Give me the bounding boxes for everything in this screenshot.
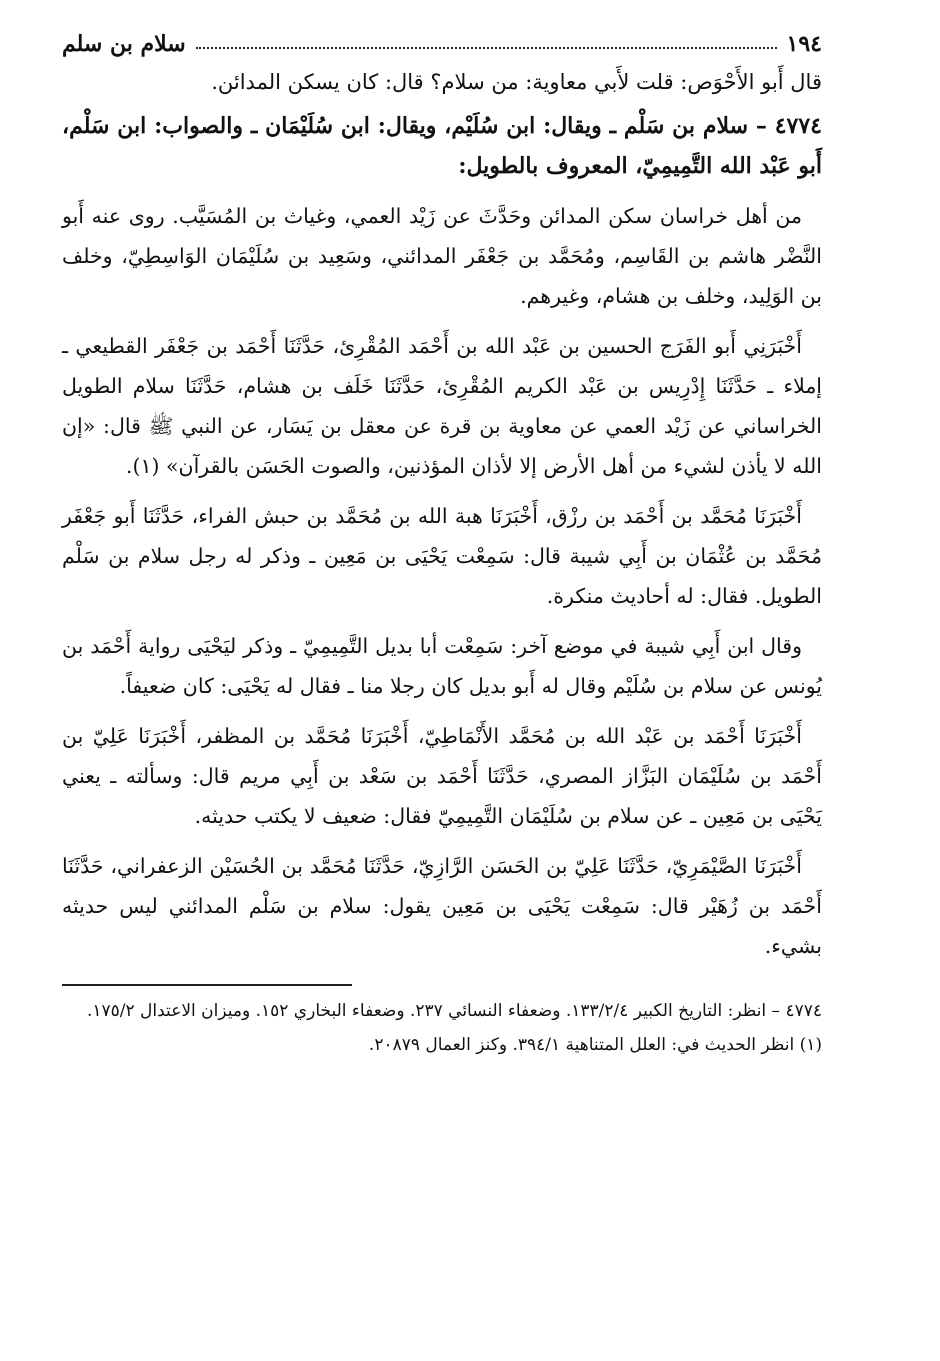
paragraph-1: من أهل خراسان سكن المدائن وحَدَّثَ عن زَيْد العمي، وغياث بن المُسَيَّب. روى عنه أَبو النَّضْر هاشم بن القَاسِم، ومُحَمَّد بن جَعْفَر المدائني، وسَعِيد بن سُلَيْمَان الوَاسِطِيّ، وخلف بن الوَلِيد، وخلف بن هشام، وغيرهم. xyxy=(62,204,822,308)
page-header xyxy=(62,24,822,64)
intro-line: قال أَبو الأَحْوَص: قلت لأَبي معاوية: من سلام؟ قال: كان يسكن المدائن. xyxy=(211,70,822,94)
paragraph-2: أَخْبَرَنِي أَبو الفَرَج الحسين بن عَبْد الله بن أَحْمَد المُقْرِئ، حَدَّثَنَا أَحْمَد بن جَعْفَر القطيعي ـ إملاء ـ حَدَّثَنَا إِدْرِيس بن عَبْد الكريم المُقْرِئ، حَدَّثَنَا خَلَف بن هشام، حَدَّثَنَا سلام الطويل الخراساني عن زَيْد العمي عن معاوية بن قرة عن معقل بن يَسَار، عن النبي ﷺ قال: «إن الله لا يأذن لشيء من أهل الأرض إلا لأذان المؤذنين، والصوت الحَسَن بالقرآن» (١). xyxy=(62,334,822,478)
paragraph-3: أَخْبَرَنَا مُحَمَّد بن أَحْمَد بن رزْق، أَخْبَرَنَا هبة الله بن مُحَمَّد بن حبش الفراء، حَدَّثَنَا أَبو جَعْفَر مُحَمَّد بن عُثْمَان بن أَبِي شيبة قال: سَمِعْت يَحْيَى بن مَعِين ـ وذكر له رجل سلام بن سَلْم الطويل. فقال: له أحاديث منكرة. xyxy=(62,504,822,608)
book-page xyxy=(62,24,822,1060)
footnote-1: ٤٧٧٤ – انظر: التاريخ الكبير ١٣٣/٢/٤. وضعفاء النسائي ٢٣٧. وضعفاء البخاري ١٥٢. وميزان الاعتدال ١٧٥/٢. xyxy=(86,1001,822,1021)
dotted-leader xyxy=(196,47,777,49)
page-number: ١٩٤ xyxy=(786,31,822,57)
paragraph-4: وقال ابن أَبِي شيبة في موضع آخر: سَمِعْت أبا بديل التَّمِيمِيّ ـ وذكر ليَحْيَى رواية أَحْمَد بن يُونس عن سلام بن سُلَيْم وقال له أَبو بديل كان رجلا منا ـ فقال له يَحْيَى: كان ضعيفاً. xyxy=(62,634,822,698)
footnote-separator xyxy=(62,984,352,986)
footnote-2: (١) انظر الحديث في: العلل المتناهية ٣٩٤/١. وكنز العمال ٢٠٨٧٩. xyxy=(368,1035,822,1055)
paragraph-6: أَخْبَرَنَا الصَّيْمَرِيّ، حَدَّثَنَا عَلِيّ بن الحَسَن الرَّازِيّ، حَدَّثَنَا مُحَمَّد بن الحُسَيْن الزعفراني، حَدَّثَنَا أَحْمَد بن زُهَيْر قال: سَمِعْت يَحْيَى بن مَعِين يقول: سلام بن سَلْم المدائني ليس حديثه بشيء. xyxy=(62,854,822,958)
running-title: سلام بن سلم xyxy=(62,31,186,57)
entry-title: ٤٧٧٤ – سلام بن سَلْم ـ ويقال: ابن سُلَيْم، ويقال: ابن سُلَيْمَان ـ والصواب: ابن سَلْم، أَبو عَبْد الله التَّمِيمِيّ، المعروف بالطويل: xyxy=(62,113,822,179)
paragraph-5: أَخْبَرَنَا أَحْمَد بن عَبْد الله بن مُحَمَّد الأَنْمَاطِيّ، أَخْبَرَنَا مُحَمَّد بن المظفر، أَخْبَرَنَا عَلِيّ بن أَحْمَد بن سُلَيْمَان البَزَّاز المصري، حَدَّثَنَا أَحْمَد بن سَعْد بن أَبِي مريم قال: وسألته ـ يعني يَحْيَى بن مَعِين ـ عن سلام بن سُلَيْمَان التَّمِيمِيّ فقال: ضعيف لا يكتب حديثه. xyxy=(62,724,822,828)
